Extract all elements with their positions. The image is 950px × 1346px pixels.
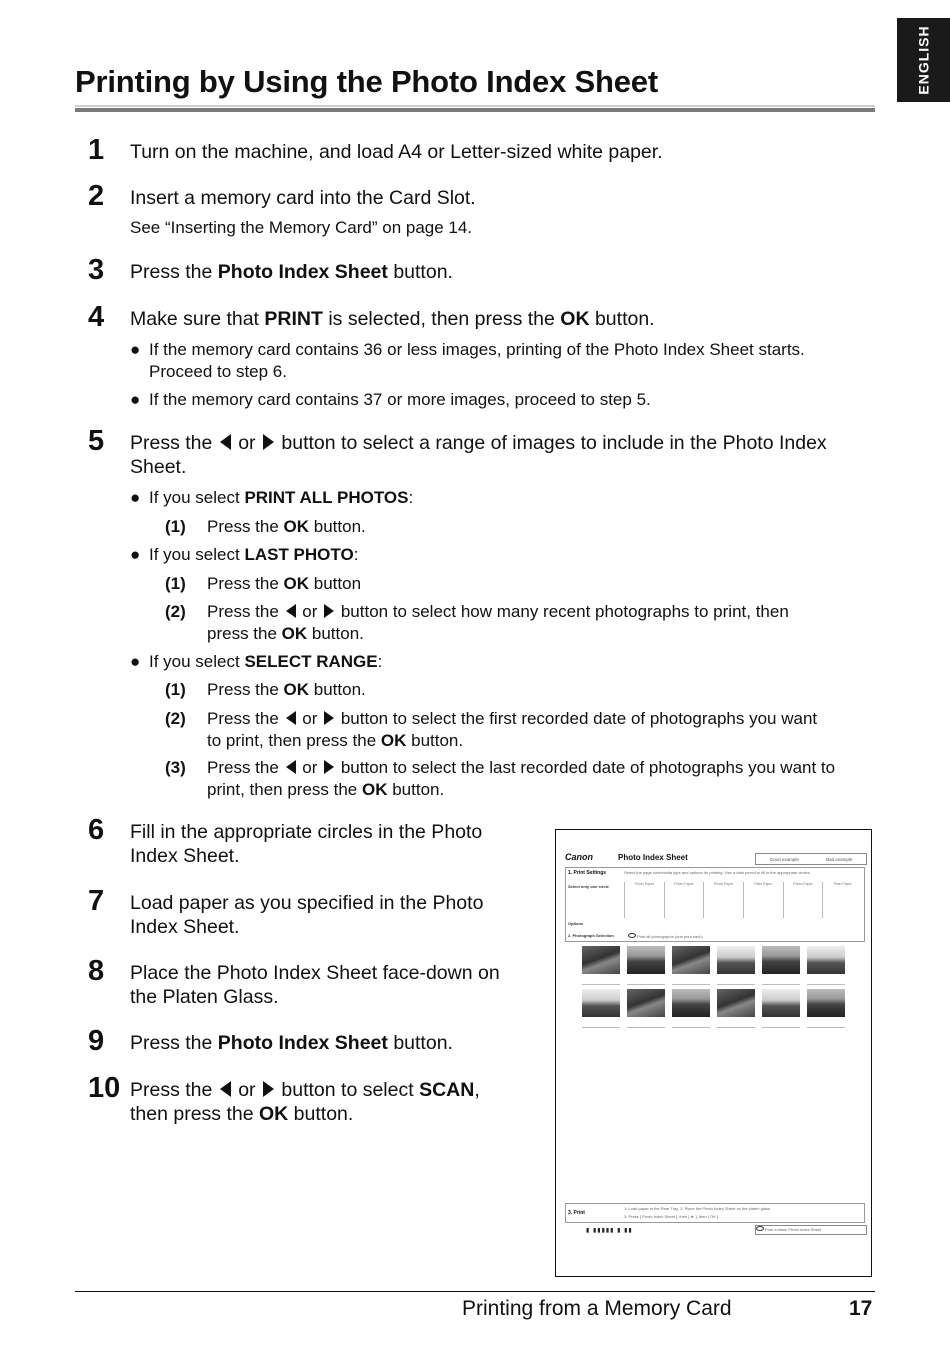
left-arrow-icon xyxy=(286,760,296,774)
thumbnail xyxy=(717,989,755,1017)
barcode: ▮ ▮▮▮▮▮ ▮ ▮▮ xyxy=(586,1228,633,1234)
thumbnail xyxy=(807,946,845,974)
step-number: 8 xyxy=(88,955,105,987)
thumbnail xyxy=(627,946,665,974)
left-arrow-icon xyxy=(220,434,231,450)
step-text: Load paper as you specified in the Photo Index Sheet. xyxy=(130,892,484,938)
step-number: 1 xyxy=(88,134,105,166)
photo-index-sheet-illustration xyxy=(555,829,872,1277)
left-arrow-icon xyxy=(286,711,296,725)
step-number: 5 xyxy=(88,425,105,457)
thumbnail xyxy=(582,989,620,1017)
step-reference: See “Inserting the Memory Card” on page 14. xyxy=(130,218,473,237)
step-number: 2 xyxy=(88,180,105,212)
thumbnail xyxy=(762,946,800,974)
step-text: Press the Photo Index Sheet button. xyxy=(130,261,453,283)
page-number: 17 xyxy=(849,1297,873,1320)
footer-rule xyxy=(75,1291,875,1292)
footer-section-title: Printing from a Memory Card xyxy=(462,1297,732,1320)
right-arrow-icon xyxy=(324,604,334,618)
step-number: 3 xyxy=(88,254,105,286)
left-arrow-icon xyxy=(286,604,296,618)
thumbnail xyxy=(717,946,755,974)
page-title: Printing by Using the Photo Index Sheet xyxy=(75,64,658,99)
thumbnail xyxy=(672,946,710,974)
title-rule xyxy=(75,108,875,112)
step-text: Turn on the machine, and load A4 or Letter-sized white paper. xyxy=(130,141,663,163)
step-number: 10 xyxy=(88,1072,121,1104)
step-text: Press the or button to select a range of images to include in the Photo Index Sheet. xyxy=(130,432,827,478)
step-number: 7 xyxy=(88,885,105,917)
thumbnail xyxy=(762,989,800,1017)
step-text: Press the or button to select SCAN, then press the OK button. xyxy=(130,1079,480,1125)
step-text: Insert a memory card into the Card Slot. xyxy=(130,187,476,209)
blank-sheet-option: Print a blank Photo Index Sheet xyxy=(755,1225,867,1235)
step-number: 9 xyxy=(88,1025,105,1057)
sheet-legend: Good example Bad example xyxy=(755,853,867,865)
sheet-title: Photo Index Sheet xyxy=(618,853,688,862)
right-arrow-icon xyxy=(263,1081,274,1097)
step-text: Place the Photo Index Sheet face-down on the Platen Glass. xyxy=(130,962,500,1008)
right-arrow-icon xyxy=(324,711,334,725)
thumbnail xyxy=(672,989,710,1017)
canon-logo: Canon xyxy=(565,852,593,862)
thumbnail xyxy=(627,989,665,1017)
sheet-section-print-settings: 1. Print Settings Select the page size/media type and options for printing. Use a dark pencil to fill in the appropriate circles. Select only one circle Photo Paper Photo Paper Photo Paper Plain Paper Photo Paper Plain Paper Options 2. Photograph Selection Print all photographs (one print each) xyxy=(565,867,865,942)
step-text: Fill in the appropriate circles in the Photo Index Sheet. xyxy=(130,821,483,867)
step-text: Make sure that PRINT is selected, then press the OK button. xyxy=(130,308,655,330)
language-tab: ENGLISH xyxy=(897,18,950,102)
step-number: 6 xyxy=(88,814,105,846)
right-arrow-icon xyxy=(263,434,274,450)
thumbnail xyxy=(582,946,620,974)
thumbnail xyxy=(807,989,845,1017)
sheet-section-print: 3. Print 1: Load paper in the Rear Tray. 2: Place the Photo Index Sheet on the platen glass. 3: Press [ Photo Index Sheet ], then [ ► ], then [ OK ]. xyxy=(565,1203,865,1223)
step-text: Press the Photo Index Sheet button. xyxy=(130,1032,453,1054)
right-arrow-icon xyxy=(324,760,334,774)
step-number: 4 xyxy=(88,301,105,333)
left-arrow-icon xyxy=(220,1081,231,1097)
